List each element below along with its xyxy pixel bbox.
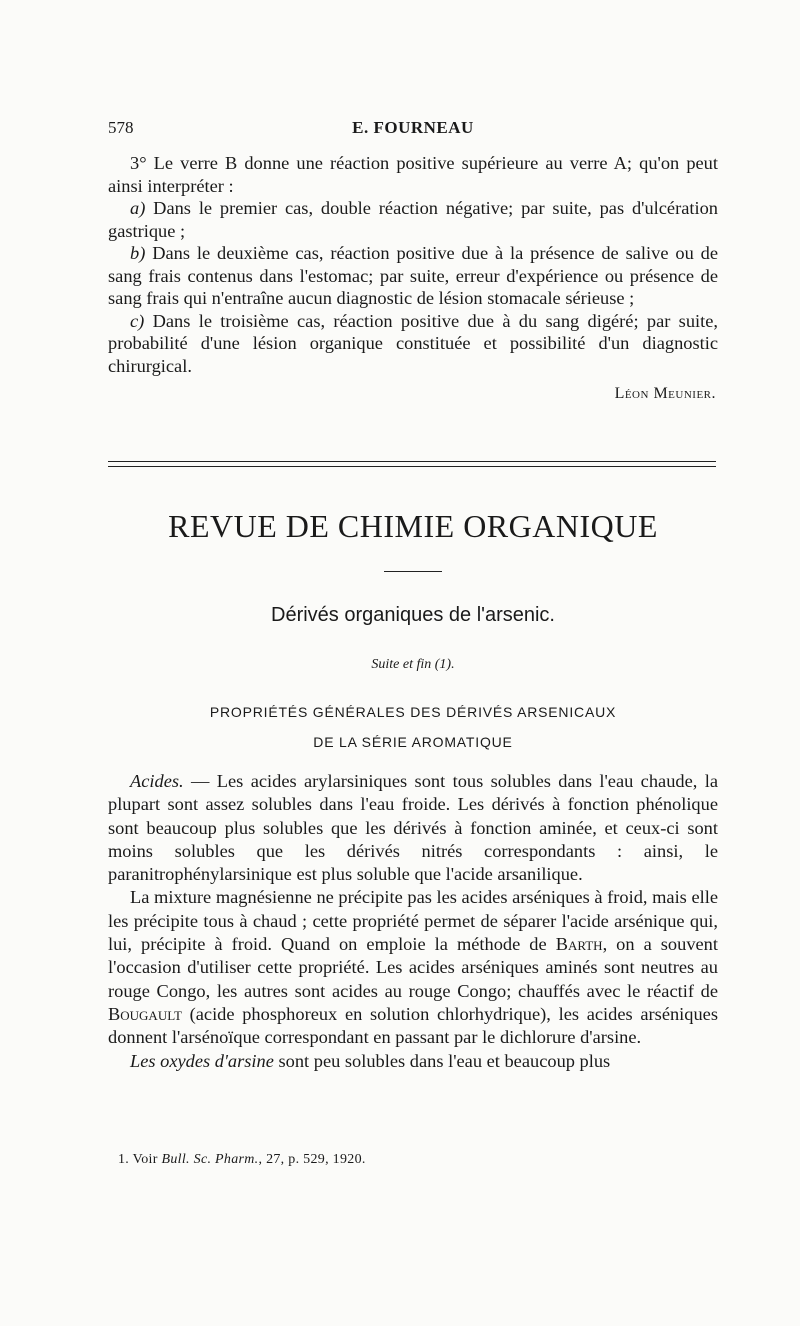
section-heading: PROPRIÉTÉS GÉNÉRALES DES DÉRIVÉS ARSENICAUX [209,704,617,720]
paragraph [108,886,718,1049]
footnote-text: Voir [129,1152,162,1167]
article-body [108,770,718,1073]
continuation-note: Suite et fin (1). [371,657,455,672]
author-signature: Léon Meunier. [614,385,716,402]
paragraph: 3° Le verre B donne une réaction positive supérieure au verre A; qu'on peut ainsi interpréter : [108,153,718,196]
page-number: 578 [108,118,134,137]
journal-name: Bull. Sc. Pharm. [161,1152,259,1167]
footnote-text: , 27, p. 529, 1920. [258,1152,366,1167]
paragraph-text: — Les acides arylarsiniques sont tous solubles dans l'eau chaude, la plupart sont assez solubles dans l'eau froide. Les dérivés à fonction phénolique sont beaucoup plus solubles que les dérivés à fonction aminée, et ceux-ci sont moins solubles que les dérivés nitrés correspondants : ainsi, le paranitrophénylarsinique est plus soluble que l'acide arsanilique. [108,771,718,885]
paragraph [108,770,718,886]
footnote [118,1152,366,1168]
paragraph-text: sont peu solubles dans l'eau et beaucoup plus [273,1050,611,1071]
author-name: Bougault [108,1003,182,1024]
paragraph-text: Dans le deuxième cas, réaction positive due à la présence de salive ou de sang frais contenus dans l'estomac; par suite, erreur d'expérience ou présence de sang frais qui n'entraîne aucun diagnostic de lésion stomacale sérieuse ; [108,243,718,308]
running-head: E. FOURNEAU [352,118,474,137]
title-rule [384,571,442,572]
paragraph-text: , on a souvent l'occasion d'utiliser cette propriété. Les acides arséniques aminés sont neutres au rouge Congo, les autres sont acides au rouge Congo; chauffés avec le réactif de [108,934,718,1001]
article-title: REVUE DE CHIMIE ORGANIQUE [168,508,658,544]
section-heading: DE LA SÉRIE AROMATIQUE [313,734,513,750]
paragraph-text: La mixture magnésienne ne précipite pas les acides arséniques à froid, mais elle les précipite tous à chaud ; cette propriété permet de séparer l'acide arsénique qui, lui, précipite à froid. Quand on emploie la méthode de [108,887,718,955]
paragraph-text: (acide phosphoreux en solution chlorhydrique), les acides arséniques donnent l'arsénoïque correspondant en passant par le dichlorure d'arsine. [108,1003,718,1048]
paragraph [108,197,718,242]
list-label: c) [130,310,145,331]
paragraph-lead: Les oxydes d'arsine [130,1050,274,1071]
section-divider [108,461,716,462]
list-label: a) [130,198,146,218]
author-name: Barth [555,934,603,955]
paragraph-lead: Acides. [130,771,184,791]
paragraph-text: Dans le premier cas, double réaction négative; par suite, pas d'ulcération gastrique ; [108,198,718,241]
footnote-number: 1. [118,1152,130,1167]
article-subtitle: Dérivés organiques de l'arsenic. [271,604,555,626]
paragraph-text: Dans le troisième cas, réaction positive due à du sang digéré; par suite, probabilité d'une lésion organique constituée et possibilité d'un diagnostic chirurgical. [108,310,718,376]
paragraph [108,1050,718,1073]
paragraph [108,310,718,378]
list-label: b) [130,243,146,263]
paragraph [108,242,718,310]
previous-article-conclusion [108,152,718,406]
page-header [108,118,718,142]
section-divider [108,466,716,467]
